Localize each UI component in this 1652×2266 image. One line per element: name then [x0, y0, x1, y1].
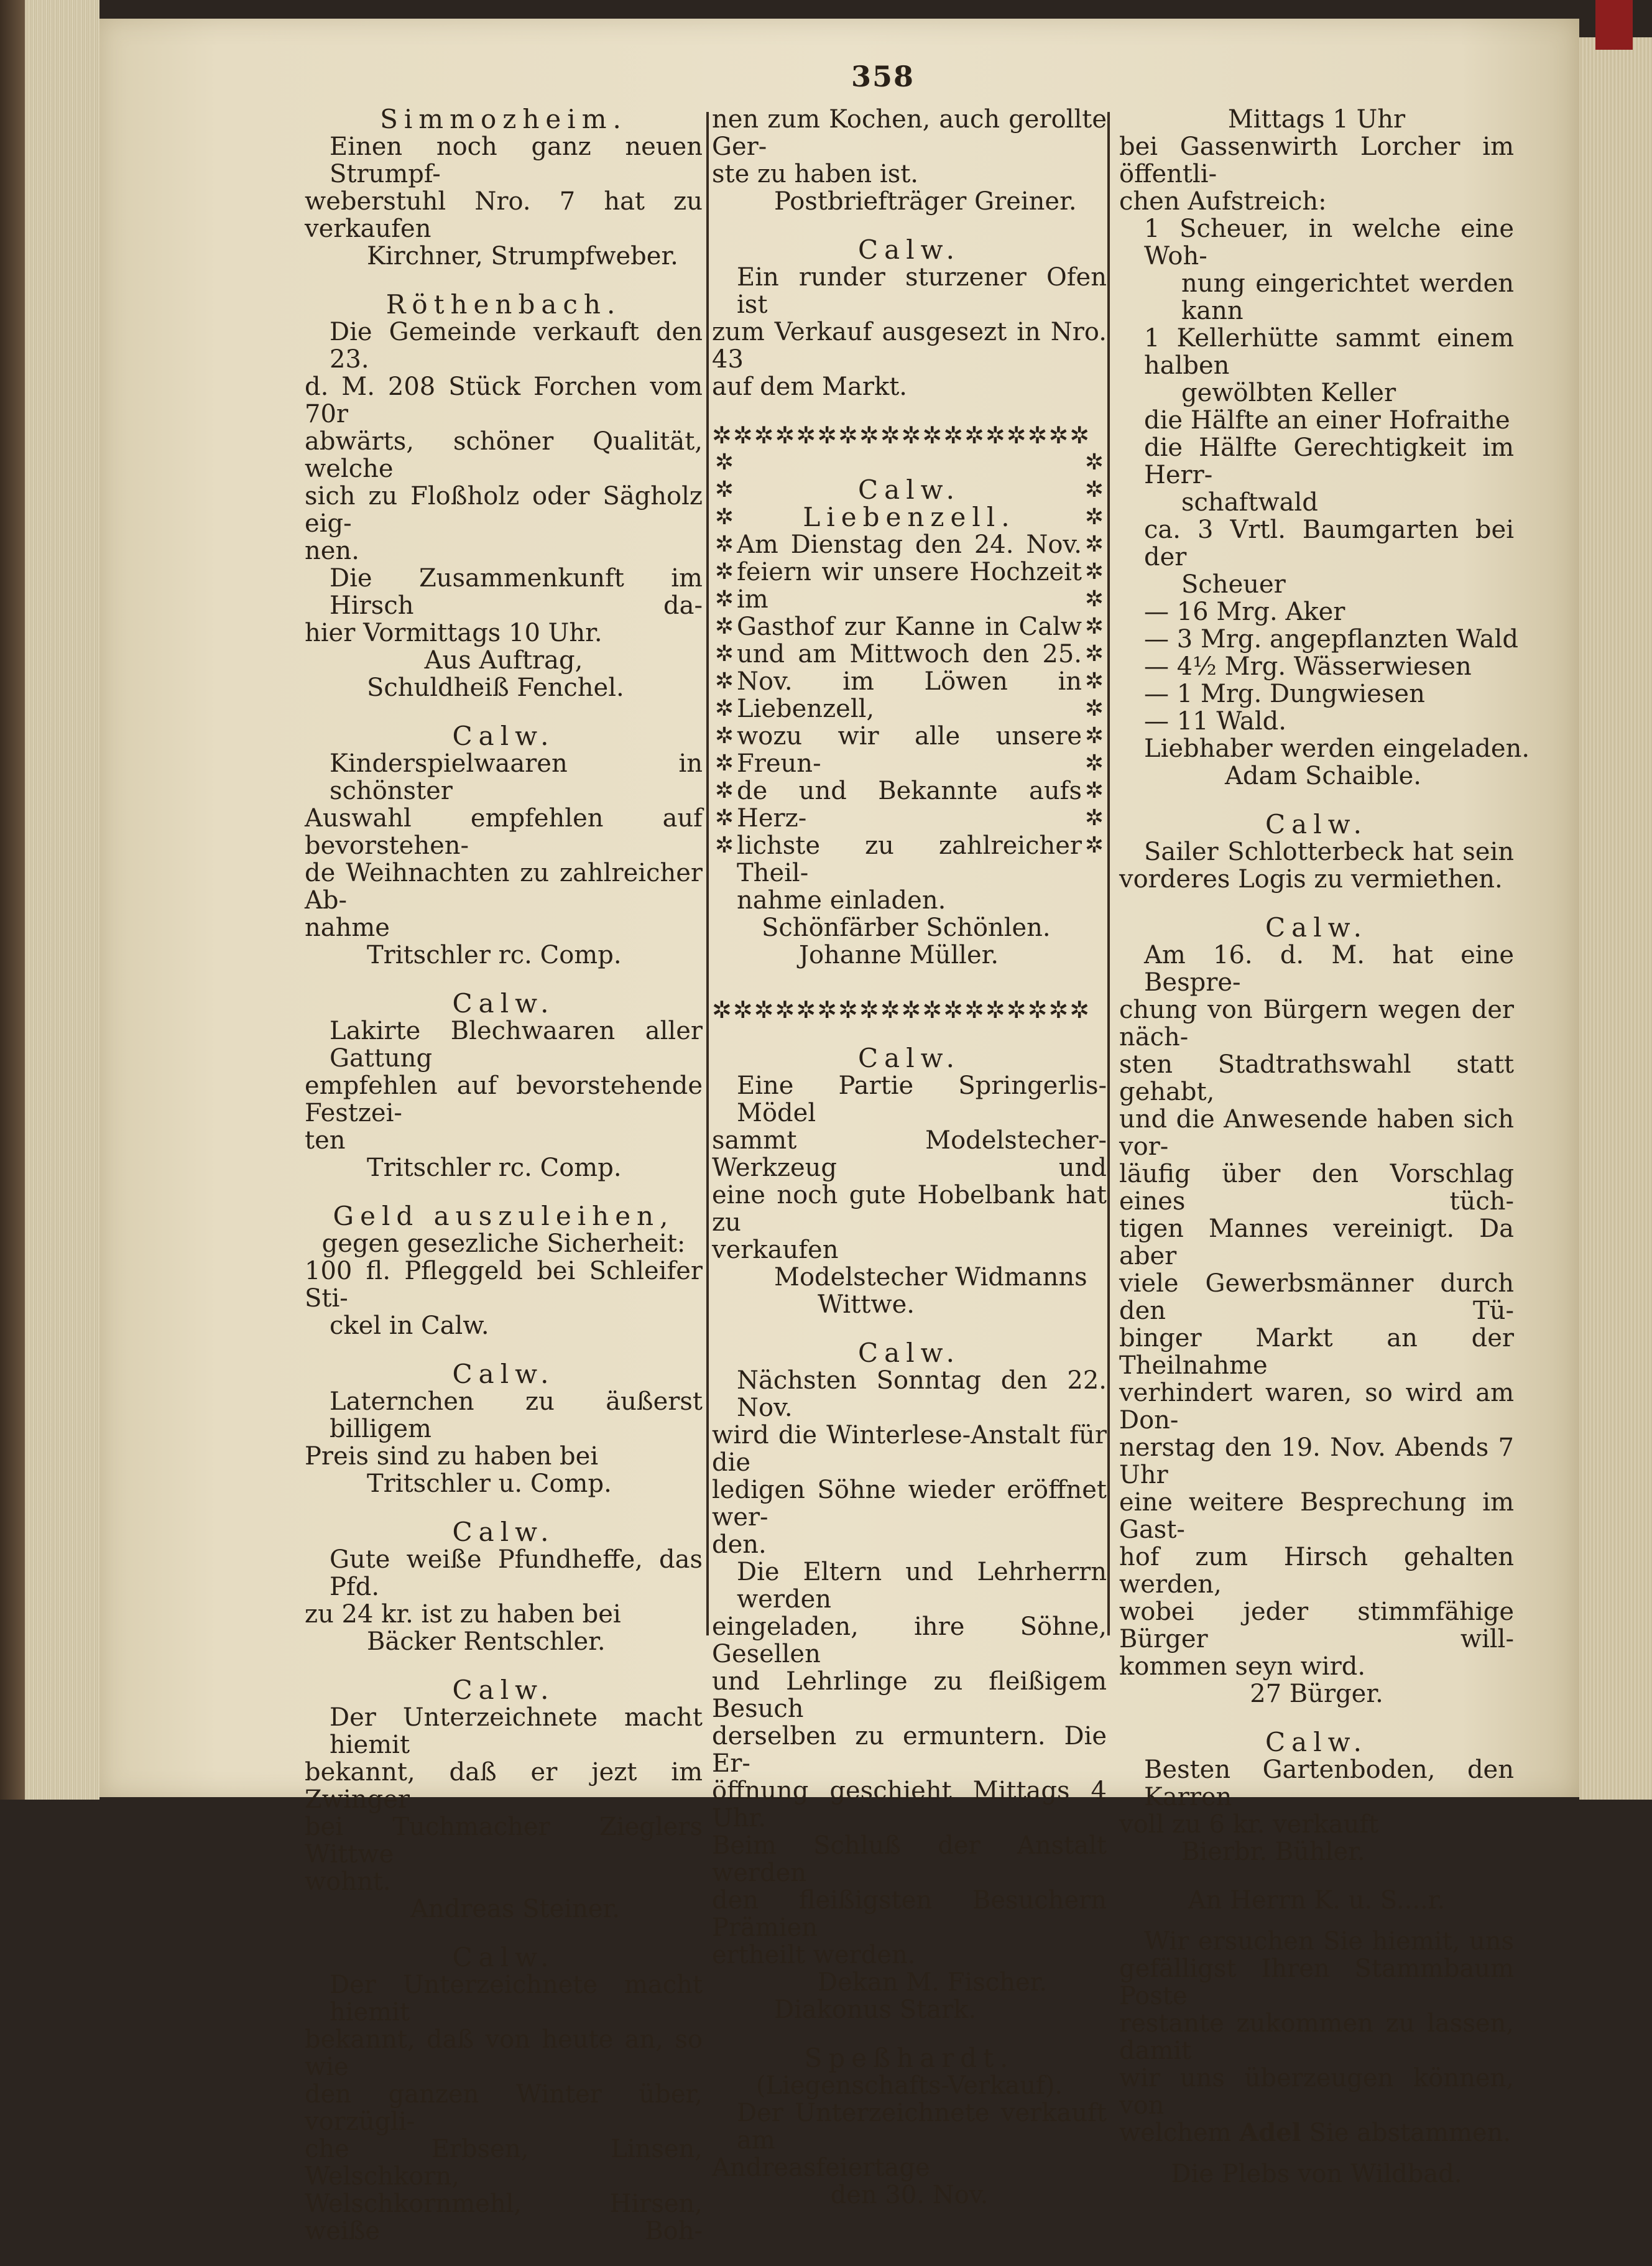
ad-line: nen. — [305, 537, 359, 565]
ad-line: den 30. Nov. — [830, 2181, 989, 2209]
wedding-announcement — [712, 422, 1107, 1024]
star-icon: ✲ — [714, 614, 734, 639]
bookmark-ribbon — [1595, 0, 1633, 50]
ad-line: den. — [712, 1530, 767, 1559]
column-right — [1119, 105, 1530, 2209]
ad-line: Nov. im Löwen in Liebenzell, — [737, 667, 1082, 723]
ad-line: wozu wir alle unsere Freun- — [737, 722, 1082, 778]
ad-line: nen zum Kochen, auch gerollte Ger- — [712, 105, 1107, 161]
ad-line: wir uns überzeugen können, von — [1119, 2064, 1514, 2120]
ad-line: binger Markt an der Theilnahme — [1119, 1324, 1514, 1380]
ad-heading: Calw. — [452, 1675, 555, 1705]
ad-line: derselben zu ermuntern. Die Er- — [712, 1722, 1107, 1778]
ad-line: Der Unterzeichnete verkauft am — [737, 2099, 1107, 2155]
list-item: 1 Scheuer, in welche eine Woh- — [1144, 215, 1514, 271]
list-item: — 1 Mrg. Dungwiesen — [1144, 680, 1425, 708]
star-icon: ✲ — [714, 668, 734, 694]
ad-heading: Calw. — [452, 1942, 555, 1972]
ad-line: wohnt. — [305, 1867, 391, 1896]
star-icon: ✲ — [714, 723, 734, 749]
star-border-left — [712, 449, 737, 996]
ad-line: Sailer Schlotterbeck hat sein — [1144, 838, 1514, 866]
ad-signature: Bierbr. Bühler. — [1181, 1838, 1365, 1866]
star-icon: ✲ — [714, 450, 734, 475]
ad-calw-ofen — [712, 236, 1107, 400]
ad-line: Gute weiße Pfundheffe, das Pfd. — [330, 1545, 703, 1601]
star-icon: ✲ — [714, 532, 734, 557]
ad-line: wird die Winterlese-Anstalt für die — [712, 1421, 1107, 1477]
ad-line: Am Dienstag den 24. Nov. — [737, 530, 1082, 559]
book-cover-left — [0, 0, 25, 1800]
ad-heading: Simmozheim. — [380, 104, 627, 134]
ad-heading: An Herrn K. u. S....r. — [1188, 1886, 1446, 1915]
ad-line: Die Zusammenkunft im Hirsch da- — [330, 564, 703, 620]
star-icon: ✲ — [1084, 696, 1104, 721]
ad-heading: Calw. — [1265, 1727, 1368, 1757]
column-rule — [1107, 112, 1110, 1635]
ad-signature: Tritschler u. Comp. — [367, 1469, 612, 1498]
star-icon: ✲ — [1084, 504, 1104, 530]
ad-line: chen Aufstreich: — [1119, 187, 1327, 216]
ad-line: auf dem Markt. — [712, 372, 908, 401]
ad-line: Laternchen zu äußerst billigem — [330, 1387, 703, 1443]
ad-signature: Die Plebs von Wildbad. — [1171, 2160, 1462, 2188]
ad-subheading: Liebenzell. — [803, 502, 1016, 532]
star-icon: ✲ — [714, 504, 734, 530]
ad-signature: Kirchner, Strumpfweber. — [367, 242, 678, 271]
star-icon: ✲ — [714, 586, 734, 612]
ad-heading: Calw. — [452, 721, 555, 751]
ad-signature: Schuldheiß Fenchel. — [367, 673, 624, 702]
ad-line: che Erbsen, Linsen, Welschkorn, — [305, 2135, 703, 2191]
column-left — [305, 106, 703, 2266]
ad-signature: Adam Schaible. — [1225, 762, 1421, 790]
star-icon: ✲ — [1084, 778, 1104, 803]
ad-heading: Calw. — [858, 1043, 961, 1073]
ad-line: den ganzen Winter über, vorzügli- — [305, 2080, 703, 2136]
ad-line: den fleißigsten Besuchern Prämien — [712, 1886, 1107, 1942]
ad-line: Eine Partie Springerlis-Mödel — [737, 1071, 1107, 1127]
ad-subheading: gegen gesezliche Sicherheit: — [321, 1229, 686, 1258]
star-icon: ✲ — [1084, 641, 1104, 667]
ad-line: eine noch gute Hobelbank hat zu — [712, 1181, 1107, 1237]
ad-line: Andreasfeiertage — [712, 2153, 930, 2182]
ad-line: lichste zu zahlreicher Theil- — [737, 831, 1082, 887]
list-item: die Hälfte Gerechtigkeit im Herr- — [1144, 433, 1514, 489]
star-icon: ✲ — [1084, 532, 1104, 557]
star-icon: ✲ — [714, 641, 734, 667]
ad-calw-model — [712, 1045, 1107, 1318]
list-item: ca. 3 Vrtl. Baumgarten bei der — [1144, 516, 1514, 571]
list-item: schaftwald — [1181, 488, 1318, 517]
list-item: nung eingerichtet werden — [1181, 269, 1514, 298]
ad-line: zu 24 kr. ist zu haben bei — [305, 1600, 621, 1629]
star-icon: ✲ — [1084, 751, 1104, 776]
ad-line: Der Unterzeichnete macht hiemit — [330, 1971, 703, 2027]
ad-calw-garten — [1119, 1729, 1514, 1866]
list-item: — 11 Wald. — [1144, 707, 1286, 736]
star-icon: ✲ — [714, 778, 734, 803]
ad-heading: Calw. — [858, 474, 961, 505]
ad-heading: Calw. — [452, 1359, 555, 1389]
ad-geld-auszuleihen — [305, 1203, 703, 1339]
ad-line: nahme einladen. — [737, 886, 946, 915]
ad-signature: Johanne Müller. — [799, 941, 999, 969]
ad-line: und am Mittwoch den 25. — [737, 640, 1082, 668]
star-icon: ✲ — [1084, 614, 1104, 639]
ad-line: Ein runder sturzener Ofen ist — [737, 263, 1107, 319]
ad-line: chung von Bürgern wegen der näch- — [1119, 996, 1514, 1052]
ad-calw-buerger — [1119, 914, 1514, 1708]
ad-line: kommen seyn wird. — [1119, 1652, 1366, 1681]
ad-line: wobei jeder stimmfähige Bürger will- — [1119, 1598, 1514, 1653]
ad-line: sich zu Floßholz oder Sägholz eig- — [305, 482, 703, 538]
ad-calw-steiner — [305, 1676, 703, 1923]
ad-simmozheim — [305, 106, 703, 270]
list-item: — 4½ Mrg. Wässerwiesen — [1144, 652, 1472, 681]
ad-line: Die Eltern und Lehrherrn werden — [737, 1558, 1107, 1614]
star-border-right — [1082, 449, 1107, 996]
wedding-text — [737, 449, 1082, 996]
ad-line: gefälligst Ihren Stammbaum Poste — [1119, 1954, 1514, 2010]
ad-line: und die Anwesende haben sich vor- — [1119, 1105, 1514, 1161]
ad-calw-greiner — [305, 1944, 703, 2245]
ad-line: tigen Mannes vereinigt. Da aber — [1119, 1214, 1514, 1270]
ad-signature: Andreas Steiner. — [410, 1895, 620, 1923]
ad-line: bekannt, daß er jezt im Zwinger — [305, 1758, 703, 1814]
ad-line: Nächsten Sonntag den 22. Nov. — [737, 1366, 1107, 1422]
ad-line: verkaufen — [712, 1236, 839, 1264]
star-icon: ✲ — [1084, 450, 1104, 475]
ad-line: eine weitere Besprechung im Gast- — [1119, 1488, 1514, 1544]
ad-line: hof zum Hirsch gehalten werden, — [1119, 1543, 1514, 1599]
star-icon: ✲ — [714, 559, 734, 585]
ad-line: Besten Gartenboden, den Karren — [1144, 1755, 1514, 1811]
list-item: — 16 Mrg. Aker — [1144, 598, 1345, 626]
ad-line: 100 fl. Pfleggeld bei Schleifer Sti- — [305, 1257, 703, 1313]
ad-line: läufig über den Vorschlag eines tüch- — [1119, 1160, 1514, 1216]
ad-calw-sailer — [1119, 811, 1514, 893]
list-item: Scheuer — [1181, 570, 1286, 599]
ad-signature: Diakonus Stark. — [774, 1995, 977, 2024]
ad-calw-laternchen — [305, 1361, 703, 1497]
ad-spesshardt — [712, 2045, 1107, 2209]
column-rule — [706, 112, 709, 1635]
ad-line: bei Gassenwirth Lorcher im öffentli- — [1119, 132, 1514, 188]
ad-heading: Calw. — [1265, 912, 1368, 943]
ad-signature: Dekan M. Fischer. — [818, 1968, 1048, 1997]
ad-line: feiern wir unsere Hochzeit im — [737, 558, 1082, 614]
ad-line: ertheilt werden. — [712, 1941, 916, 1969]
ad-line: Welschkornmehl, Hirsen, weiße Boh- — [305, 2190, 703, 2245]
ad-heading: Calw. — [858, 1338, 961, 1368]
ad-line: ledigen Söhne wieder eröffnet wer- — [712, 1476, 1107, 1532]
ad-line: Am 16. d. M. hat eine Bespre- — [1144, 941, 1514, 997]
ad-line: Gasthof zur Kanne in Calw — [737, 613, 1082, 641]
star-icon: ✲ — [1084, 477, 1104, 502]
ad-signature: Schönfärber Schönlen. — [762, 913, 1051, 942]
ad-line: bekannt, daß von heute an, so wie — [305, 2025, 703, 2081]
wedding-body — [712, 449, 1107, 996]
star-icon: ✲ — [1084, 723, 1104, 749]
ad-line: Beim Schluß der Anstalt werden — [712, 1831, 1107, 1887]
ad-signature: Bäcker Rentschler. — [367, 1627, 606, 1656]
ad-line: abwärts, schöner Qualität, welche — [305, 427, 703, 483]
ad-line: Die Gemeinde verkauft den 23. — [330, 318, 703, 374]
ad-line: weberstuhl Nro. 7 hat zu verkaufen — [305, 187, 703, 243]
page-number: 358 — [851, 60, 915, 93]
ad-line: nerstag den 19. Nov. Abends 7 Uhr — [1119, 1433, 1514, 1489]
star-icon: ✲ — [714, 833, 734, 858]
ad-heading: Calw. — [452, 1517, 555, 1547]
star-icon: ✲ — [714, 751, 734, 776]
ad-line: ckel in Calw. — [330, 1311, 489, 1340]
ad-line: eingeladen, ihre Söhne, Gesellen — [712, 1612, 1107, 1668]
ad-signature: Wittwe. — [818, 1290, 915, 1319]
ad-calw-pfundheffe — [305, 1519, 703, 1655]
ad-line-part: welchem — [1119, 2119, 1232, 2147]
ad-line: Preis sind zu haben bei — [305, 1442, 599, 1471]
ad-line — [1119, 2119, 1514, 2147]
ad-line: Mittags 1 Uhr — [1227, 105, 1406, 134]
ad-line: d. M. 208 Stück Forchen vom 70r — [305, 372, 703, 428]
ad-line: hier Vormittags 10 Uhr. — [305, 619, 602, 647]
ad-heading: Speßhardt. — [804, 2043, 1015, 2073]
ad-line: sammt Modelstecher-Werkzeug und — [712, 1126, 1107, 1182]
ad-line: nahme — [305, 913, 390, 942]
column-middle — [712, 106, 1107, 2230]
list-item: gewölbten Keller — [1181, 379, 1396, 407]
ad-line: verhindert waren, so wird am Don- — [1119, 1379, 1514, 1435]
ad-line: Kinderspielwaaren in schönster — [330, 749, 703, 805]
ad-an-herrn — [1119, 1887, 1514, 2188]
ad-signature: Postbriefträger Greiner. — [774, 187, 1077, 216]
ad-greiner-continuation — [712, 106, 1107, 215]
ad-line-emphasis: Adel — [1239, 2118, 1301, 2147]
ad-line: Einen noch ganz neuen Strumpf- — [330, 132, 703, 188]
ad-line: restante zukommen zu lassen, damit — [1119, 2009, 1514, 2065]
ad-line: zum Verkauf ausgesezt in Nro. 43 — [712, 318, 1107, 374]
ad-heading: Calw. — [452, 988, 555, 1019]
ad-line: de und Bekannte aufs Herz- — [737, 777, 1082, 833]
star-icon: ✲ — [1084, 586, 1104, 612]
ad-line: Lakirte Blechwaaren aller Gattung — [330, 1017, 703, 1073]
ad-roethenbach — [305, 291, 703, 701]
ad-line: Auswahl empfehlen auf bevorstehen- — [305, 804, 703, 860]
star-icon: ✲ — [714, 696, 734, 721]
ad-line: sten Stadtrathswahl statt gehabt, — [1119, 1050, 1514, 1106]
ad-signature: Tritschler rc. Comp. — [367, 1154, 622, 1182]
ad-line-part: Sie abstammen. — [1309, 2119, 1511, 2147]
ad-calw-blechwaaren — [305, 990, 703, 1182]
list-item: — 3 Mrg. angepflanzten Wald — [1144, 625, 1518, 654]
ad-signature: Tritschler rc. Comp. — [367, 941, 622, 969]
list-item: 1 Kellerhütte sammt einem halben — [1144, 324, 1514, 380]
star-icon: ✲ — [1084, 833, 1104, 858]
ad-calw-kinderspielwaaren — [305, 723, 703, 969]
ad-line: viele Gewerbsmänner durch den Tü- — [1119, 1269, 1514, 1325]
star-icon: ✲ — [1084, 805, 1104, 831]
ad-line: öffnung geschieht Mittags 4 Uhr. — [712, 1777, 1107, 1833]
ad-line: Liebhaber werden eingeladen. — [1144, 734, 1530, 763]
star-icon: ✲ — [1084, 559, 1104, 585]
ad-signature: Aus Auftrag, — [424, 646, 583, 675]
ad-heading: Röthenbach. — [385, 289, 622, 320]
ad-line: und Lehrlinge zu fleißigem Besuch — [712, 1667, 1107, 1723]
star-border-top: ✲✲✲✲✲✲✲✲✲✲✲✲✲✲✲✲✲✲ — [712, 422, 1091, 449]
list-item: die Hälfte an einer Hofraithe — [1144, 406, 1510, 435]
ad-heading: Geld auszuleihen, — [333, 1201, 675, 1231]
star-border-bottom: ✲✲✲✲✲✲✲✲✲✲✲✲✲✲✲✲✲✲ — [712, 996, 1091, 1024]
star-icon: ✲ — [714, 805, 734, 831]
list-item: kann — [1181, 297, 1244, 325]
ad-line: de Weihnachten zu zahlreicher Ab- — [305, 859, 703, 915]
ad-line: voll zu 6 kr. verkauft — [1119, 1810, 1379, 1839]
ad-line: ten — [305, 1126, 346, 1155]
ad-heading: Calw. — [858, 234, 961, 265]
ad-line: bei Tuchmacher Zieglers Wittwe — [305, 1813, 703, 1869]
star-icon: ✲ — [1084, 668, 1104, 694]
ad-heading: Calw. — [1265, 809, 1368, 839]
ad-subheading: (Liegenschafts-Verkauf). — [755, 2071, 1063, 2100]
ad-signature: 27 Bürger. — [1250, 1680, 1383, 1708]
ad-signature: Modelstecher Widmanns — [774, 1263, 1087, 1292]
ad-line: Der Unterzeichnete macht hiemit — [330, 1703, 703, 1759]
ad-line: empfehlen auf bevorstehende Festzei- — [305, 1071, 703, 1127]
ad-line: vorderes Logis zu vermiethen. — [1119, 865, 1503, 894]
ad-spesshardt-continuation — [1119, 105, 1530, 790]
book-page-edges-right — [1579, 37, 1652, 1800]
ad-line: Wir ersuchen Sie hiemit, uns — [1144, 1927, 1514, 1956]
star-icon: ✲ — [714, 477, 734, 502]
ad-calw-winterlese — [712, 1339, 1107, 2023]
ad-line: ste zu haben ist. — [712, 160, 919, 188]
